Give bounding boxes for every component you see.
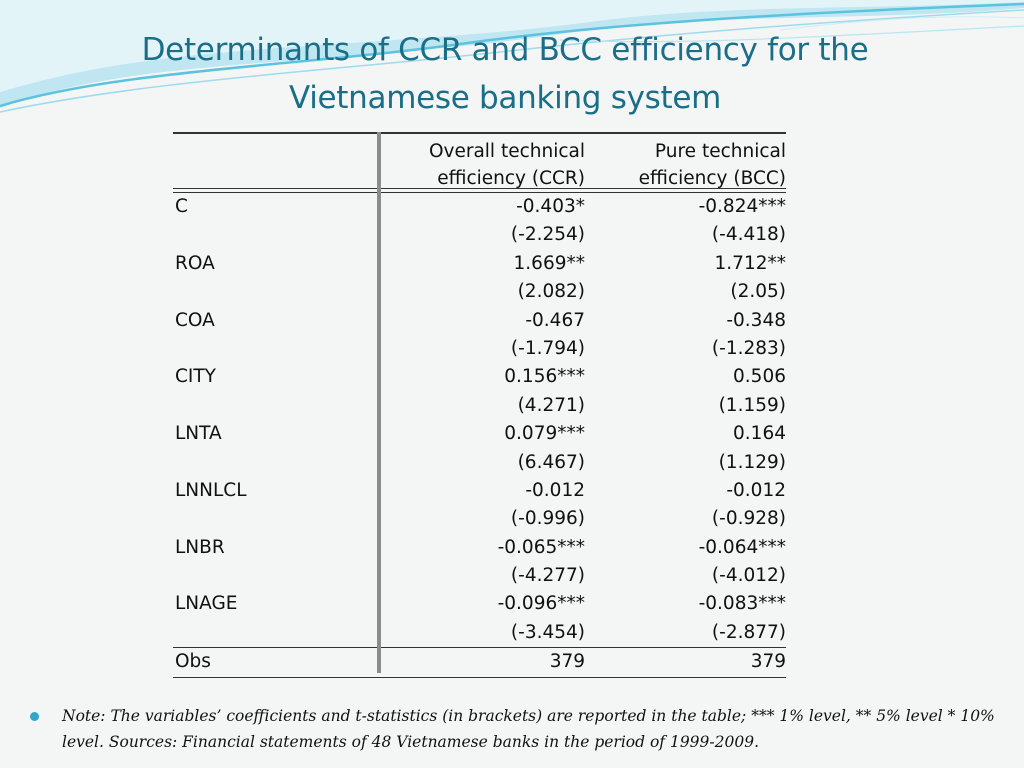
cell-ccr: (4.271) [517,394,585,416]
table-row [173,477,786,505]
table-row [173,335,786,363]
cell-bcc: -0.083*** [698,593,786,615]
table-header [173,134,786,188]
cell-bcc: -0.064*** [698,536,786,558]
table-row [173,307,786,335]
cell-bcc: -0.824*** [698,196,786,217]
cell-ccr: 379 [549,651,585,673]
cell-ccr: (-2.254) [510,224,585,246]
cell-ccr: (2.082) [517,281,585,303]
header-ccr-line1: Overall technical [428,141,585,162]
row-label: COA [175,309,215,331]
table-row [173,250,786,278]
row-label: LNBR [175,536,225,558]
cell-ccr: (-0.996) [510,508,585,530]
row-label: LNAGE [175,593,238,615]
cell-ccr: (-3.454) [510,621,585,643]
slide-title [0,26,1010,122]
title-line-1: Determinants of CCR and BCC efficiency for the [141,32,869,68]
row-label: Obs [175,651,211,673]
cell-ccr: -0.403* [516,196,585,217]
header-bcc [639,138,786,192]
cell-ccr: (6.467) [517,451,585,473]
cell-bcc: 1.712** [714,252,786,274]
header-bcc-line1: Pure technical [654,141,786,162]
table-row-obs [173,648,786,676]
cell-bcc: -0.348 [726,309,786,331]
table-row [173,193,786,221]
cell-bcc: (-1.283) [711,337,786,359]
cell-bcc: (-2.877) [711,621,786,643]
table-row [173,534,786,562]
cell-bcc: (-0.928) [711,508,786,530]
row-label: C [175,196,188,217]
cell-ccr: -0.096*** [497,593,585,615]
table-row [173,363,786,391]
bullet-icon [30,712,39,721]
table-row [173,449,786,477]
row-label: LNNLCL [175,479,247,501]
cell-ccr: -0.012 [525,479,585,501]
table-row [173,221,786,249]
row-label: ROA [175,252,215,274]
table-body [173,193,786,647]
header-bcc-line2: efficiency (BCC) [638,168,786,189]
cell-bcc: (2.05) [730,281,786,303]
row-label: LNTA [175,423,222,445]
table-bottom-rule [173,677,786,678]
table-row [173,420,786,448]
table-row [173,505,786,533]
row-label: CITY [175,366,216,388]
cell-ccr: (-1.794) [510,337,585,359]
cell-bcc: 379 [750,651,786,673]
cell-ccr: 0.156*** [504,366,585,388]
table-row [173,562,786,590]
cell-bcc: 0.164 [733,423,786,445]
header-ccr-line2: efficiency (CCR) [437,168,585,189]
cell-bcc: (-4.418) [711,224,786,246]
header-ccr [429,138,585,192]
cell-bcc: (1.129) [718,451,786,473]
cell-bcc: -0.012 [726,479,786,501]
table-note: Note: The variables’ coefficients and t-statistics (in brackets) are reported in the table; *** 1% level, ** 5% level * 10% level. Sources: Financial statements of 48 Vietnamese banks in the period of 1999-2009. [62,707,995,751]
regression-table [173,132,786,678]
cell-bcc: (1.159) [718,394,786,416]
table-row [173,278,786,306]
title-line-2: Vietnamese banking system [289,80,721,116]
table-row [173,590,786,618]
cell-ccr: -0.065*** [497,536,585,558]
cell-bcc: (-4.012) [711,565,786,587]
cell-ccr: 0.079*** [504,423,585,445]
table-row [173,619,786,647]
cell-ccr: 1.669** [513,252,585,274]
table-row [173,392,786,420]
cell-ccr: (-4.277) [510,565,585,587]
cell-ccr: -0.467 [525,309,585,331]
cell-bcc: 0.506 [733,366,786,388]
